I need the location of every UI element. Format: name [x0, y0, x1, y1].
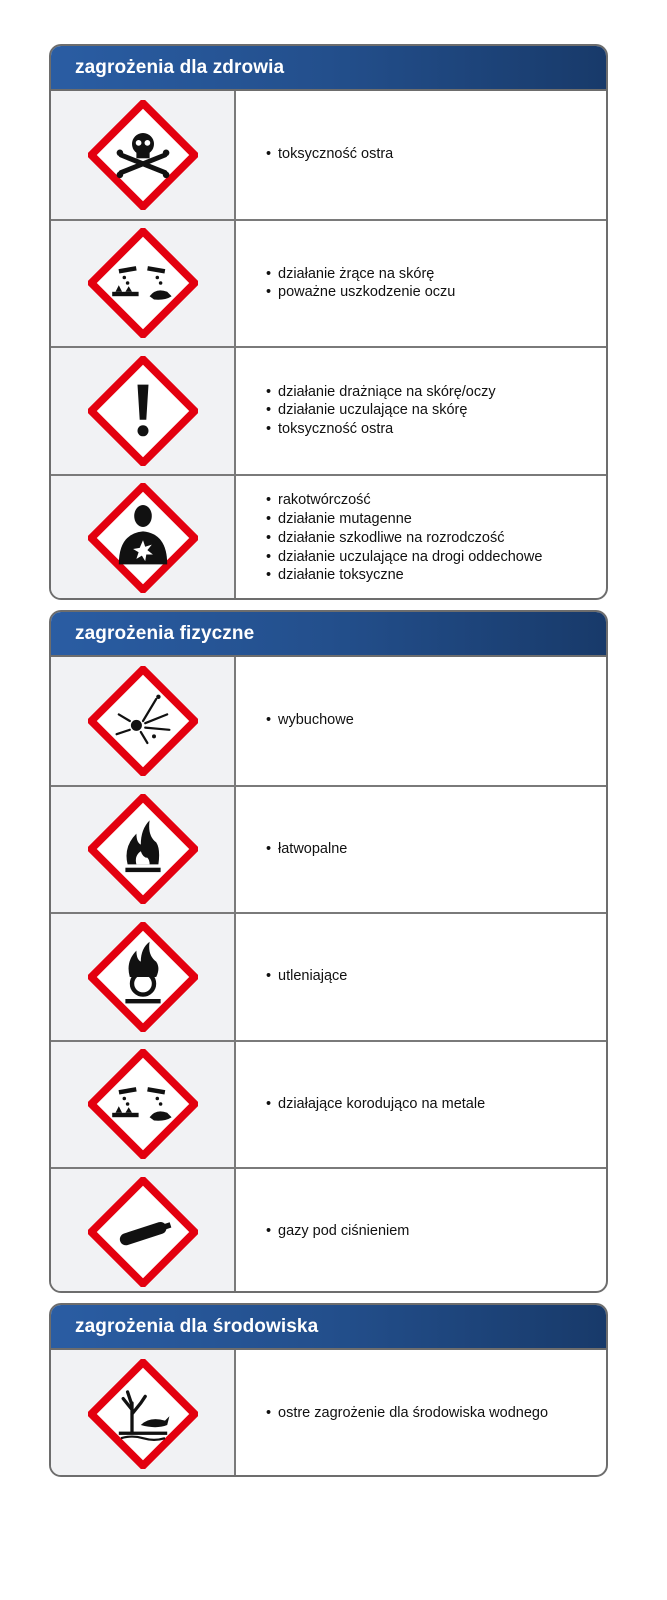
skull-crossbones-icon [88, 100, 198, 210]
table-row [51, 1167, 606, 1293]
table-row [51, 912, 606, 1040]
table-row [51, 346, 606, 474]
pictogram-cell [51, 1042, 236, 1168]
hazard-list [266, 1222, 409, 1241]
list-item: • poważne uszkodzenie oczu [266, 283, 455, 302]
hazard-list [266, 840, 347, 859]
flame-icon [88, 794, 198, 904]
list-item: • działanie uczulające na skórę [266, 401, 496, 420]
hazard-description [236, 348, 606, 474]
list-item: • działanie toksyczne [266, 566, 542, 585]
table-row [51, 219, 606, 347]
list-item: • gazy pod ciśnieniem [266, 1222, 409, 1241]
environment-icon [88, 1359, 198, 1469]
list-item: • łatwopalne [266, 840, 347, 859]
list-item: • utleniające [266, 967, 347, 986]
hazard-description [236, 1350, 606, 1477]
list-item: • działanie drażniące na skórę/oczy [266, 383, 496, 402]
hazard-list [266, 145, 393, 164]
hazard-description [236, 1042, 606, 1168]
section-environmental-hazards [49, 1303, 608, 1477]
list-item: • działanie mutagenne [266, 510, 542, 529]
pictogram-cell [51, 914, 236, 1040]
hazard-description [236, 1169, 606, 1293]
list-item: • wybuchowe [266, 711, 354, 730]
pictogram-cell [51, 476, 236, 601]
pictogram-cell [51, 787, 236, 913]
table-row [51, 91, 606, 219]
hazard-description [236, 91, 606, 219]
hazard-list [266, 1404, 548, 1423]
hazard-description [236, 914, 606, 1040]
table-row [51, 657, 606, 785]
hazard-list [266, 1095, 485, 1114]
list-item: • działanie uczulające na drogi oddechowe [266, 548, 542, 567]
corrosion-icon [88, 228, 198, 338]
hazard-list [266, 265, 455, 302]
section-title: zagrożenia fizyczne [51, 612, 606, 657]
list-item: • ostre zagrożenie dla środowiska wodnego [266, 1404, 548, 1423]
hazard-list [266, 491, 542, 585]
hazard-list [266, 711, 354, 730]
list-item: • toksyczność ostra [266, 145, 393, 164]
pictogram-cell [51, 1350, 236, 1477]
list-item: • działanie szkodliwe na rozrodczość [266, 529, 542, 548]
hazard-description [236, 657, 606, 785]
section-physical-hazards [49, 610, 608, 1293]
exclamation-mark-icon [88, 356, 198, 466]
pictogram-cell [51, 348, 236, 474]
pictogram-cell [51, 91, 236, 219]
exploding-bomb-icon [88, 666, 198, 776]
table-row [51, 474, 606, 601]
corrosion-icon [88, 1049, 198, 1159]
list-item: • działanie żrące na skórę [266, 265, 455, 284]
hazard-description [236, 787, 606, 913]
gas-cylinder-icon [88, 1177, 198, 1287]
list-item: • rakotwórczość [266, 491, 542, 510]
hazard-list [266, 967, 347, 986]
flame-over-circle-icon [88, 922, 198, 1032]
section-title: zagrożenia dla środowiska [51, 1305, 606, 1350]
list-item: • działające korodująco na metale [266, 1095, 485, 1114]
table-row [51, 1350, 606, 1477]
health-hazard-icon [88, 483, 198, 593]
section-title: zagrożenia dla zdrowia [51, 46, 606, 91]
pictogram-cell [51, 657, 236, 785]
list-item: • toksyczność ostra [266, 420, 496, 439]
table-row [51, 1040, 606, 1168]
hazard-description [236, 221, 606, 347]
hazard-description [236, 476, 606, 601]
pictogram-cell [51, 1169, 236, 1293]
section-health-hazards [49, 44, 608, 600]
table-row [51, 785, 606, 913]
hazard-list [266, 383, 496, 439]
pictogram-cell [51, 221, 236, 347]
